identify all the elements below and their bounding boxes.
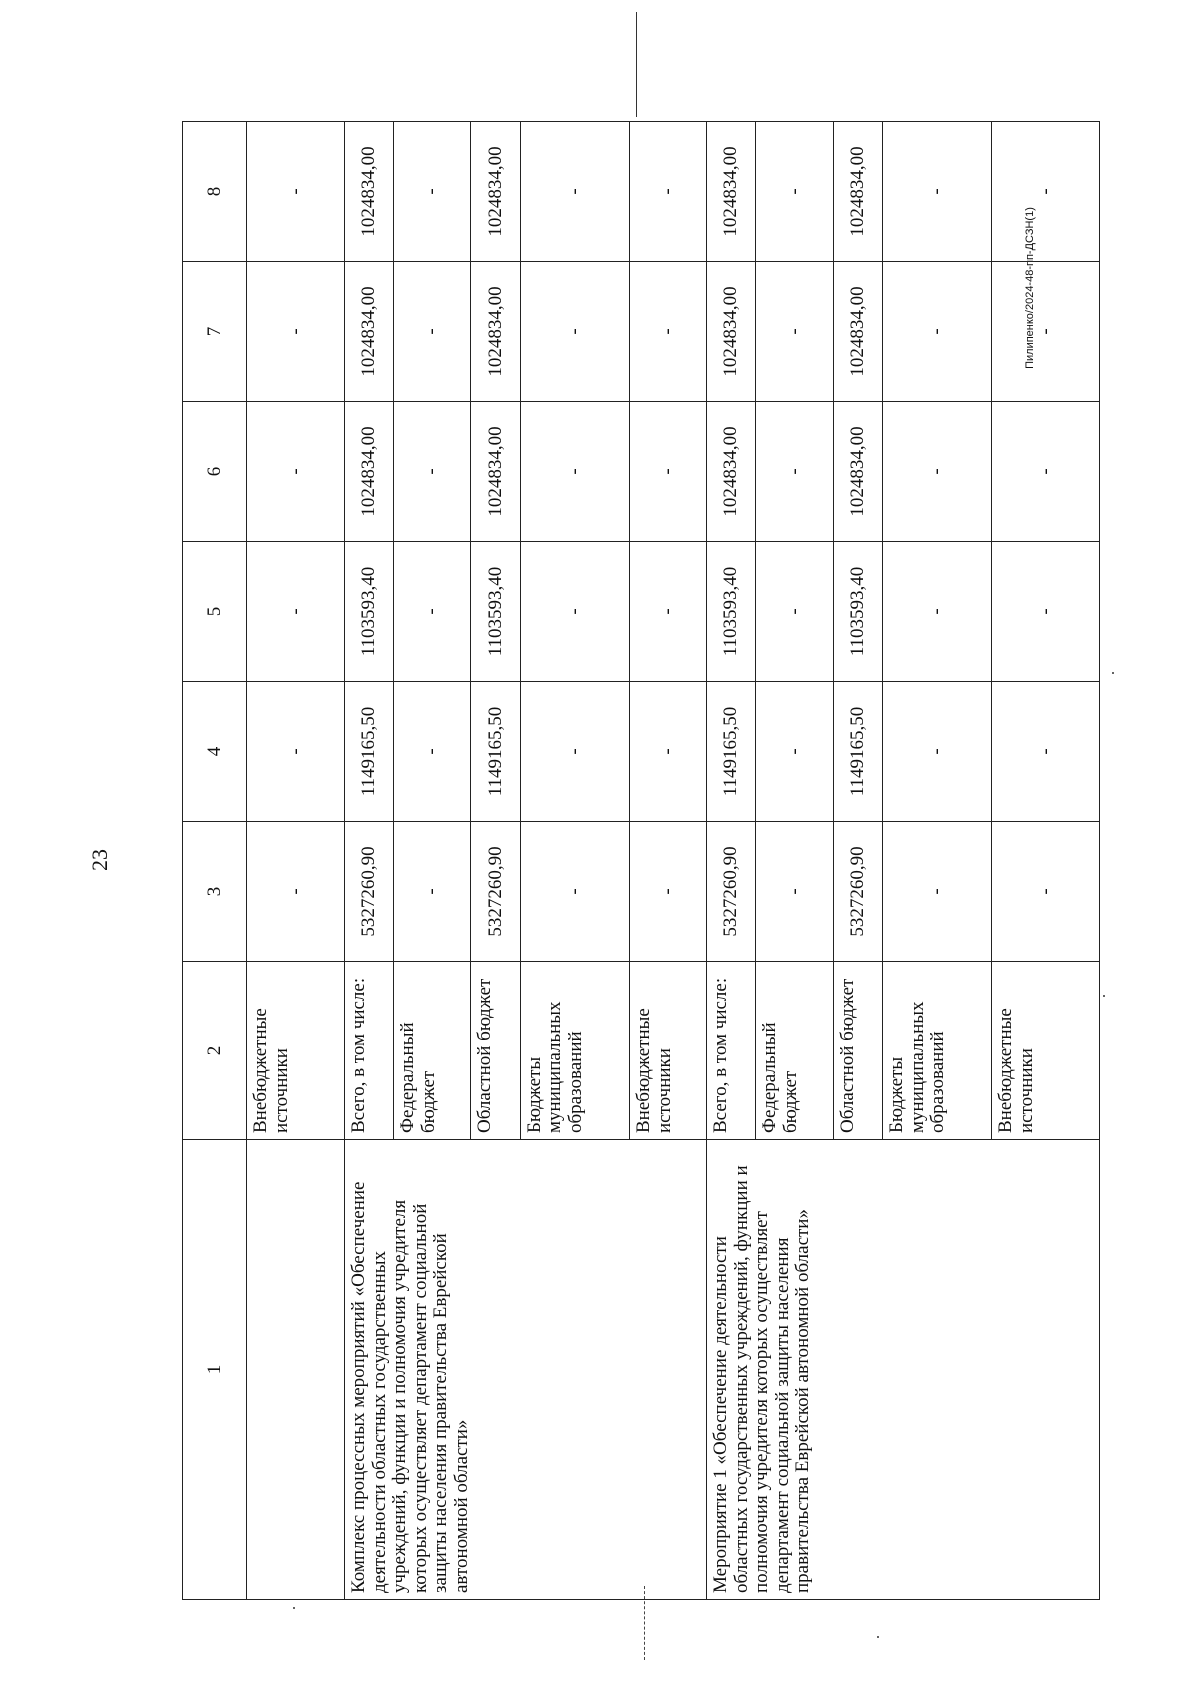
value-cell: - xyxy=(520,262,630,402)
value-cell: - xyxy=(247,122,345,262)
value-cell: - xyxy=(630,262,707,402)
scan-speck xyxy=(877,1636,879,1638)
value-cell: 1024834,00 xyxy=(345,402,394,542)
value-cell: 1149165,50 xyxy=(707,682,756,822)
header-cell: 1 xyxy=(183,1140,247,1600)
value-cell: - xyxy=(992,122,1100,262)
header-cell: 2 xyxy=(183,962,247,1140)
value-cell: - xyxy=(630,542,707,682)
value-cell: - xyxy=(520,542,630,682)
scan-speck xyxy=(1112,672,1114,674)
value-cell: 1024834,00 xyxy=(471,262,520,402)
value-cell: - xyxy=(394,542,471,682)
value-cell: - xyxy=(992,262,1100,402)
value-cell: - xyxy=(247,682,345,822)
value-cell: - xyxy=(520,822,630,962)
program-name-cell: Комплекс процессных мероприятий «Обеспечение деятельности областных государственных учреждений, функции и полномочия учредителя которых осуществляет департамент социальной защиты населения правительства Еврейской автономной области» xyxy=(345,1140,707,1600)
funding-source-cell: Бюджеты муниципальных образований xyxy=(520,962,630,1140)
funding-source-cell: Федеральный бюджет xyxy=(756,962,833,1140)
funding-source-cell: Всего, в том числе: xyxy=(345,962,394,1140)
value-cell: - xyxy=(394,402,471,542)
value-cell: 1103593,40 xyxy=(345,542,394,682)
value-cell: - xyxy=(520,682,630,822)
value-cell: - xyxy=(756,262,833,402)
value-cell: - xyxy=(630,682,707,822)
value-cell: - xyxy=(992,682,1100,822)
value-cell: 5327260,90 xyxy=(471,822,520,962)
funding-table xyxy=(182,121,1100,1600)
value-cell: - xyxy=(247,822,345,962)
footer-code-text: Пилипенко/2024-48-пп-ДСЗН(1) xyxy=(1024,207,1036,369)
value-cell: - xyxy=(882,262,992,402)
header-cell: 7 xyxy=(183,262,247,402)
value-cell: - xyxy=(520,402,630,542)
value-cell: - xyxy=(394,262,471,402)
funding-source-cell: Внебюджетные источники xyxy=(630,962,707,1140)
funding-table-rotated xyxy=(182,122,1100,1600)
value-cell: - xyxy=(756,682,833,822)
value-cell: - xyxy=(756,122,833,262)
program-name-cell xyxy=(247,1140,345,1600)
value-cell: 1024834,00 xyxy=(707,122,756,262)
value-cell: - xyxy=(882,402,992,542)
value-cell: - xyxy=(756,402,833,542)
scan-speck xyxy=(1103,995,1105,997)
scan-speck xyxy=(293,1607,295,1609)
value-cell: - xyxy=(630,122,707,262)
value-cell: - xyxy=(992,402,1100,542)
value-cell: - xyxy=(630,402,707,542)
value-cell: - xyxy=(756,822,833,962)
value-cell: 1103593,40 xyxy=(833,542,882,682)
header-cell: 5 xyxy=(183,542,247,682)
value-cell: - xyxy=(247,402,345,542)
header-cell: 6 xyxy=(183,402,247,542)
funding-source-cell: Внебюджетные источники xyxy=(247,962,345,1140)
value-cell: 5327260,90 xyxy=(833,822,882,962)
table-row xyxy=(707,122,756,1600)
funding-source-cell: Областной бюджет xyxy=(833,962,882,1140)
value-cell: - xyxy=(882,542,992,682)
funding-source-cell: Федеральный бюджет xyxy=(394,962,471,1140)
value-cell: 1024834,00 xyxy=(833,122,882,262)
value-cell: - xyxy=(756,542,833,682)
value-cell: 1149165,50 xyxy=(345,682,394,822)
value-cell: 1024834,00 xyxy=(707,262,756,402)
funding-source-cell: Всего, в том числе: xyxy=(707,962,756,1140)
funding-source-cell: Областной бюджет xyxy=(471,962,520,1140)
header-cell: 8 xyxy=(183,122,247,262)
value-cell: - xyxy=(394,822,471,962)
value-cell: 1024834,00 xyxy=(707,402,756,542)
value-cell: - xyxy=(882,822,992,962)
value-cell: - xyxy=(882,122,992,262)
value-cell: 1103593,40 xyxy=(471,542,520,682)
value-cell: 1149165,50 xyxy=(471,682,520,822)
value-cell: 1024834,00 xyxy=(833,262,882,402)
value-cell: - xyxy=(247,542,345,682)
value-cell: - xyxy=(882,682,992,822)
funding-table-wrapper xyxy=(182,122,1100,1600)
scan-artifact-line xyxy=(636,12,637,117)
value-cell: - xyxy=(247,262,345,402)
value-cell: - xyxy=(630,822,707,962)
table-header-row xyxy=(183,122,247,1600)
value-cell: 1024834,00 xyxy=(471,122,520,262)
table-row xyxy=(247,122,345,1600)
header-cell: 3 xyxy=(183,822,247,962)
value-cell: - xyxy=(992,542,1100,682)
value-cell: - xyxy=(992,822,1100,962)
value-cell: 1024834,00 xyxy=(345,122,394,262)
funding-source-cell: Внебюджетные источники xyxy=(992,962,1100,1140)
funding-source-cell: Бюджеты муниципальных образований xyxy=(882,962,992,1140)
value-cell: - xyxy=(520,122,630,262)
table-row xyxy=(345,122,394,1600)
value-cell: - xyxy=(394,682,471,822)
value-cell: 1024834,00 xyxy=(833,402,882,542)
value-cell: - xyxy=(394,122,471,262)
value-cell: 5327260,90 xyxy=(707,822,756,962)
header-cell: 4 xyxy=(183,682,247,822)
page-number: 23 xyxy=(87,849,112,871)
program-name-cell: Мероприятие 1 «Обеспечение деятельности областных государственных учреждений, функции и полномочия учредителя которых осуществляет департамент социальной защиты населения правительства Еврейской автономной области» xyxy=(707,1140,1100,1600)
value-cell: 1024834,00 xyxy=(471,402,520,542)
value-cell: 1149165,50 xyxy=(833,682,882,822)
value-cell: 1103593,40 xyxy=(707,542,756,682)
value-cell: 5327260,90 xyxy=(345,822,394,962)
value-cell: 1024834,00 xyxy=(345,262,394,402)
